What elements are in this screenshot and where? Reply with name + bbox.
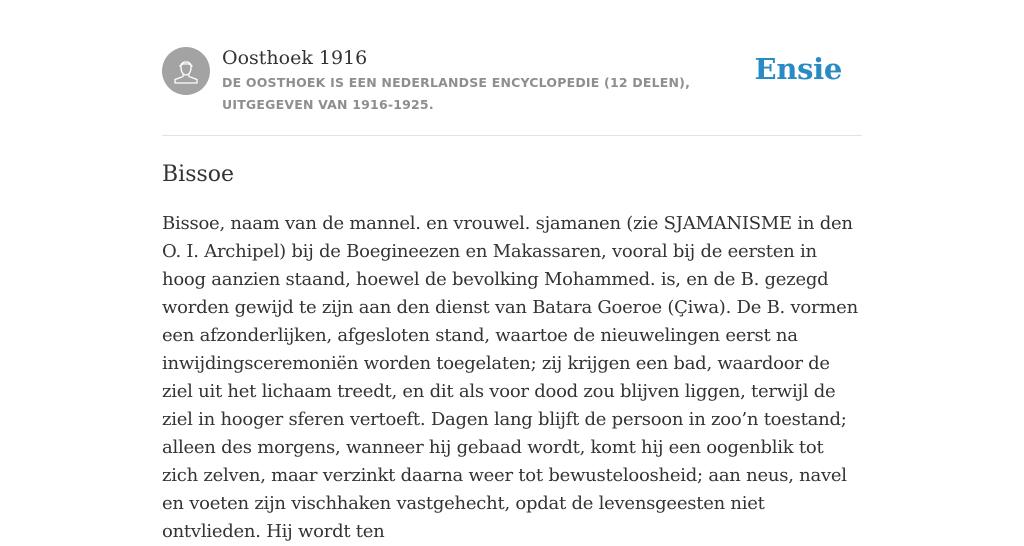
article-title: Bissoe: [162, 162, 235, 187]
page-container: [162, 0, 862, 546]
source-info: [222, 44, 762, 116]
source-description: DE OOSTHOEK IS EEN NEDERLANDSE ENCYCLOPEDIE (12 DELEN), UITGEGEVEN VAN 1916-1925.: [222, 75, 691, 112]
ensie-logo[interactable]: Ensie: [754, 52, 842, 86]
source-title[interactable]: Oosthoek 1916: [222, 47, 368, 69]
source-avatar[interactable]: [162, 47, 210, 95]
source-header: [162, 0, 862, 136]
article-body: Bissoe, naam van de mannel. en vrouwel. sjamanen (zie SJAMANISME in den O. I. Archipel) bij de Boegineezen en Makassaren, vooral bij de eersten in hoog aanzien staand, hoewel de bevolking Mohammed. is, en de B. gezegd worden gewijd te zijn aan den dienst van Batara Goeroe (Çiwa). De B. vormen een afzonderlijken, afgesloten stand, waartoe de nieuwelingen eerst na inwijdingsceremoniën worden toegelaten; zij krijgen een bad, waardoor de ziel uit het lichaam treedt, en dit als voor dood zou blijven liggen, terwijl de ziel in hooger sferen vertoeft. Dagen lang blijft de persoon in zoo’n toestand; alleen des morgens, wanneer hij gebaad wordt, komt hij een oogenblik tot zich zelven, maar verzinkt daarna weer tot bewusteloosheid; aan neus, navel en voeten zijn vischhaken vastgehecht, opdat de levensgeesten niet ontvlieden. Hij wordt ten: [162, 213, 858, 542]
user-silhouette-icon: [162, 47, 210, 95]
